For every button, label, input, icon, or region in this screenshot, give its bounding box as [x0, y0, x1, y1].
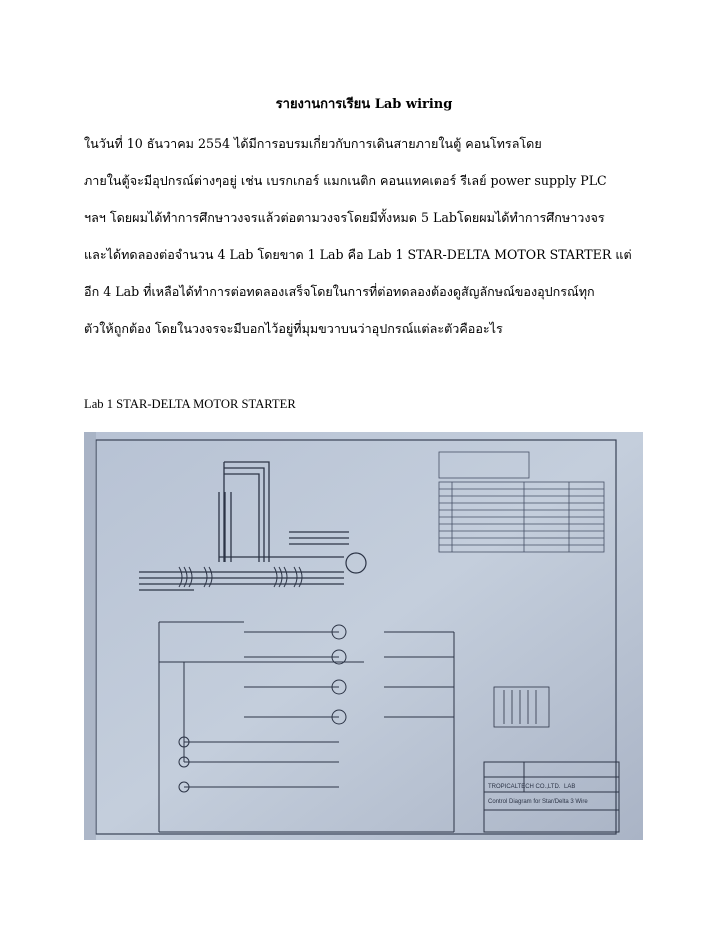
paragraph-line: และได้ทดลองต่อจำนวน 4 Lab โดยขาด 1 Lab คือ Lab 1 STAR-DELTA MOTOR STARTER แต่ — [84, 247, 632, 262]
paragraph-line: ภายในตู้จะมีอุปกรณ์ต่างๆอยู่ เช่น เบรกเกอร์ แมกเนติก คอนแทคเตอร์ รีเลย์ power supply PLC — [84, 173, 607, 188]
paragraph-line: ตัวให้ถูกต้อง โดยในวงจรจะมีบอกไว้อยู่ที่มุมขวาบนว่าอุปกรณ์แต่ละตัวคืออะไร — [84, 321, 503, 336]
section-heading: Lab 1 STAR-DELTA MOTOR STARTER — [84, 397, 296, 411]
paragraph-line: ฯลฯ โดยผมได้ทำการศึกษาวงจรแล้วต่อตามวงจรโดยมีทั้งหมด 5 Labโดยผมได้ทำการศึกษาวงจร — [84, 210, 605, 225]
wiring-diagram-photo — [84, 432, 643, 840]
sheet-lab-label: LAB — [564, 784, 576, 790]
sheet-drawing-title: Control Diagram for Star/Delta 3 Wire — [488, 799, 588, 805]
paragraph-line: ในวันที่ 10 ธันวาคม 2554 ได้มีการอบรมเกี่ยวกับการเดินสายภายในตู้ คอนโทรลโดย — [84, 136, 542, 151]
intro-paragraph — [84, 134, 644, 356]
sheet-company-label: TROPICALTECH CO.,LTD. — [488, 784, 561, 790]
report-title: รายงานการเรียน Lab wiring — [275, 97, 453, 112]
paragraph-line: อีก 4 Lab ที่เหลือได้ทำการต่อทดลองเสร็จโดยในการที่ต่อทดลองต้องดูสัญลักษณ์ของอุปกรณ์ทุก — [84, 284, 595, 299]
